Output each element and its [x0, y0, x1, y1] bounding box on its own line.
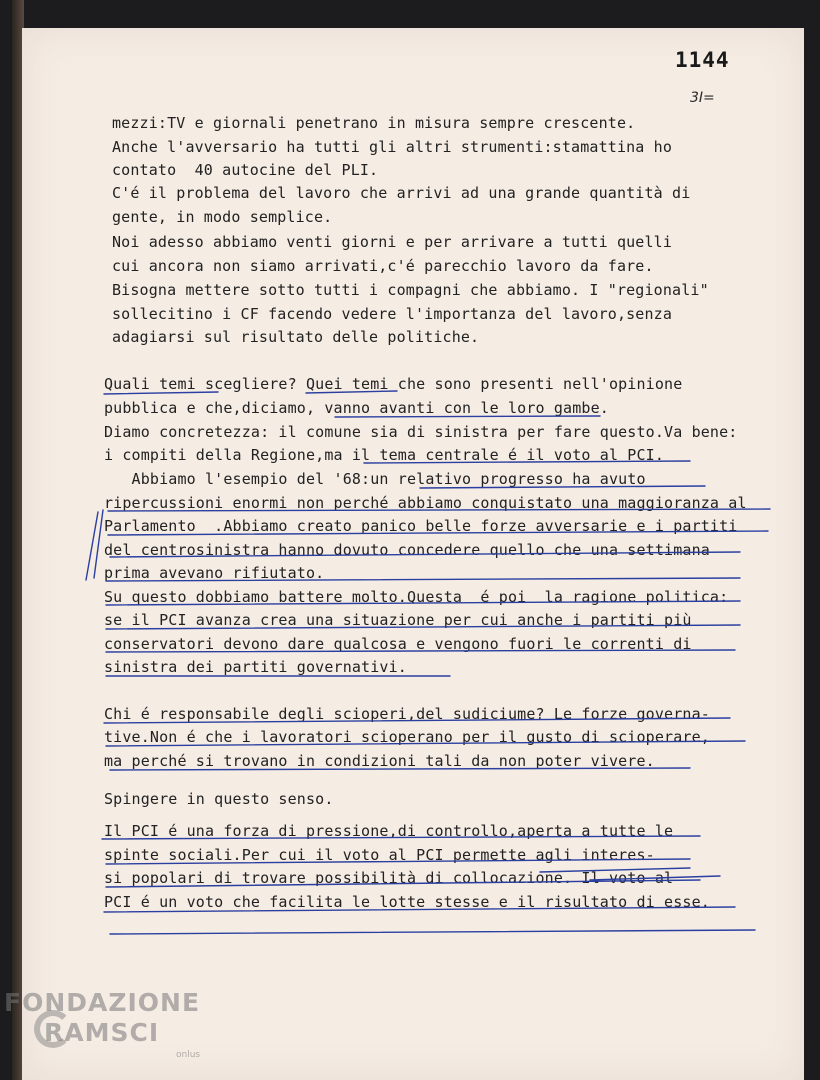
text-line: prima avevano rifiutato. — [104, 564, 325, 582]
watermark-logo — [4, 988, 201, 1060]
text-line: C'é il problema del lavoro che arrivi ad una grande quantità di — [112, 184, 691, 202]
text-line: Diamo concretezza: il comune sia di sinistra per fare questo.Va bene: — [104, 423, 738, 441]
text-line: se il PCI avanza crea una situazione per cui anche i partiti più — [104, 611, 692, 629]
text-line: Parlamento .Abbiamo creato panico belle forze avversarie e i partiti — [104, 517, 738, 535]
text-line: Noi adesso abbiamo venti giorni e per arrivare a tutti quelli — [112, 233, 673, 251]
text-line: Abbiamo l'esempio del '68:un relativo progresso ha avuto — [104, 470, 646, 488]
text-line: conservatori devono dare qualcosa e vengono fuori le correnti di — [104, 635, 692, 653]
text-line: Anche l'avversario ha tutti gli altri strumenti:stamattina ho — [112, 138, 673, 156]
text-line: del centrosinistra hanno dovuto concedere quello che una settimana — [104, 541, 710, 559]
text-line: Spingere in questo senso. — [104, 790, 334, 808]
text-line: pubblica e che,diciamo, vanno avanti con le loro gambe. — [104, 399, 609, 417]
text-line: si popolari di trovare possibilità di collocazione. Il voto al — [104, 869, 674, 887]
text-line: tive.Non é che i lavoratori scioperano per il gusto di scioperare, — [104, 728, 710, 746]
text-line: sinistra dei partiti governativi. — [104, 658, 407, 676]
text-line: spinte sociali.Per cui il voto al PCI permette agli interes- — [104, 846, 655, 864]
text-line: i compiti della Regione,ma il tema centrale é il voto al PCI. — [104, 446, 665, 464]
text-line: Quali temi scegliere? Quei temi che sono presenti nell'opinione — [104, 375, 683, 393]
text-line: contato 40 autocine del PLI. — [112, 161, 379, 179]
page-number: 1144 — [675, 48, 730, 72]
text-line: Il PCI é una forza di pressione,di controllo,aperta a tutte le — [104, 822, 674, 840]
text-line: Bisogna mettere sotto tutti i compagni che abbiamo. I "regionali" — [112, 281, 709, 299]
text-line: cui ancora non siamo arrivati,c'é parecchio lavoro da fare. — [112, 257, 654, 275]
text-line: adagiarsi sul risultato delle politiche. — [112, 328, 480, 346]
watermark-line3: onlus — [176, 1050, 201, 1060]
text-line: gente, in modo semplice. — [112, 208, 333, 226]
sheet-number: 3I= — [690, 90, 715, 106]
text-line: PCI é un voto che facilita le lotte stesse e il risultato di esse. — [104, 893, 710, 911]
watermark-line2: RAMSCI — [44, 1018, 160, 1047]
text-line: Su questo dobbiamo battere molto.Questa é poi la ragione politica: — [104, 588, 729, 606]
text-line: sollecitino i CF facendo vedere l'importanza del lavoro,senza — [112, 305, 673, 323]
text-line: ripercussioni enormi non perché abbiamo conquistato una maggioranza al — [104, 494, 747, 512]
text-line: Chi é responsabile degli scioperi,del sudiciume? Le forze governa- — [104, 705, 710, 723]
text-line: ma perché si trovano in condizioni tali da non poter vivere. — [104, 752, 655, 770]
watermark-line1: FONDAZIONE — [4, 988, 201, 1017]
text-line: mezzi:TV e giornali penetrano in misura sempre crescente. — [112, 114, 636, 132]
